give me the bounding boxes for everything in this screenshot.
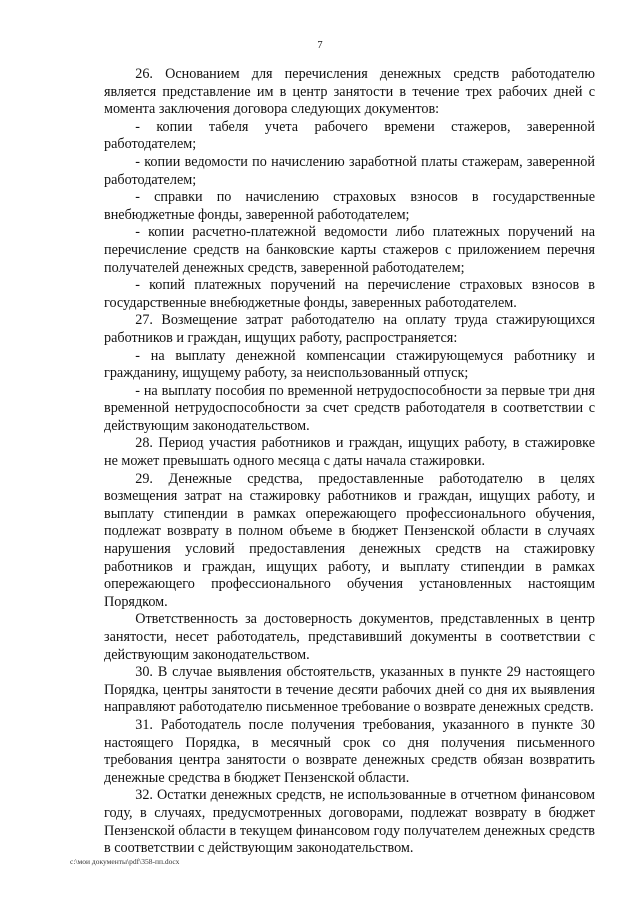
document-body	[104, 66, 595, 858]
paragraph-26: 26. Основанием для перечисления денежных средств работодателю является представление им в центр занятости в течение трех рабочих дней с момента заключения договора следующих документов:	[104, 66, 595, 118]
list-item-insurance-certificate: - справки по начислению страховых взносов в государственные внебюджетные фонды, заверенной работодателем;	[104, 189, 595, 223]
paragraph-31: 31. Работодатель после получения требования, указанного в пункте 30 настоящего Порядка, в месячный срок со дня получения письменного требования центра занятости о возврате денежных средств обязан возвратить денежные средства в бюджет Пензенской области.	[104, 716, 595, 786]
list-item-timesheet-copy: - копии табеля учета рабочего времени стажеров, заверенной работодателем;	[104, 118, 595, 153]
list-item-payroll-statement-copy: - копии ведомости по начислению заработной платы стажерам, заверенной работодателем;	[104, 153, 595, 188]
list-item-payment-statement-copy: - копии расчетно-платежной ведомости либо платежных поручений на перечисление средств на банковские карты стажеров с приложением перечня получателей денежных средств, заверенной работодателем;	[104, 224, 595, 276]
list-item-payment-orders-copy: - копий платежных поручений на перечисление страховых взносов в государственные внебюджетные фонды, заверенных работодателем.	[104, 277, 595, 311]
paragraph-29: 29. Денежные средства, предоставленные работодателю в целях возмещения затрат на стажировку работников и граждан, ищущих работу, и выплату стипендии в рамках опережающего профессионального обучения, подлежат возврату в полном объеме в бюджет Пензенской области в случаях нарушения условий предоставления денежных средств на стажировку работников и граждан, ищущих работу, и выплату стипендии в рамках опережающего профессионального обучения установленных настоящим Порядком.	[104, 470, 595, 610]
paragraph-27: 27. Возмещение затрат работодателю на оплату труда стажирующихся работников и граждан, ищущих работу, распространяется:	[104, 312, 595, 346]
footer-file-path: c:\мои документы\pdf\358-пп.docx	[70, 857, 180, 866]
list-item-vacation-compensation: - на выплату денежной компенсации стажирующемуся работнику и гражданину, ищущему работу, за неиспользованный отпуск;	[104, 347, 595, 382]
paragraph-30: 30. В случае выявления обстоятельств, указанных в пункте 29 настоящего Порядка, центры занятости в течение десяти рабочих дней со дня их выявления направляют работодателю письменное требование о возврате денежных средств.	[104, 664, 595, 716]
list-item-sick-leave-benefit: - на выплату пособия по временной нетрудоспособности за первые три дня временной нетрудоспособности за счет средств работодателя в соответствии с действующим законодательством.	[104, 382, 595, 434]
paragraph-28: 28. Период участия работников и граждан, ищущих работу, в стажировке не может превышать одного месяца с даты начала стажировки.	[104, 435, 595, 470]
page-number: 7	[317, 40, 323, 51]
paragraph-32: 32. Остатки денежных средств, не использованные в отчетном финансовом году, в случаях, предусмотренных договорами, подлежат возврату в бюджет Пензенской области в текущем финансовом году получателем денежных средств в соответствии с действующим законодательством.	[104, 787, 595, 857]
paragraph-responsibility: Ответственность за достоверность документов, представленных в центр занятости, несет работодатель, представивший документы в соответствии с действующим законодательством.	[104, 611, 595, 663]
